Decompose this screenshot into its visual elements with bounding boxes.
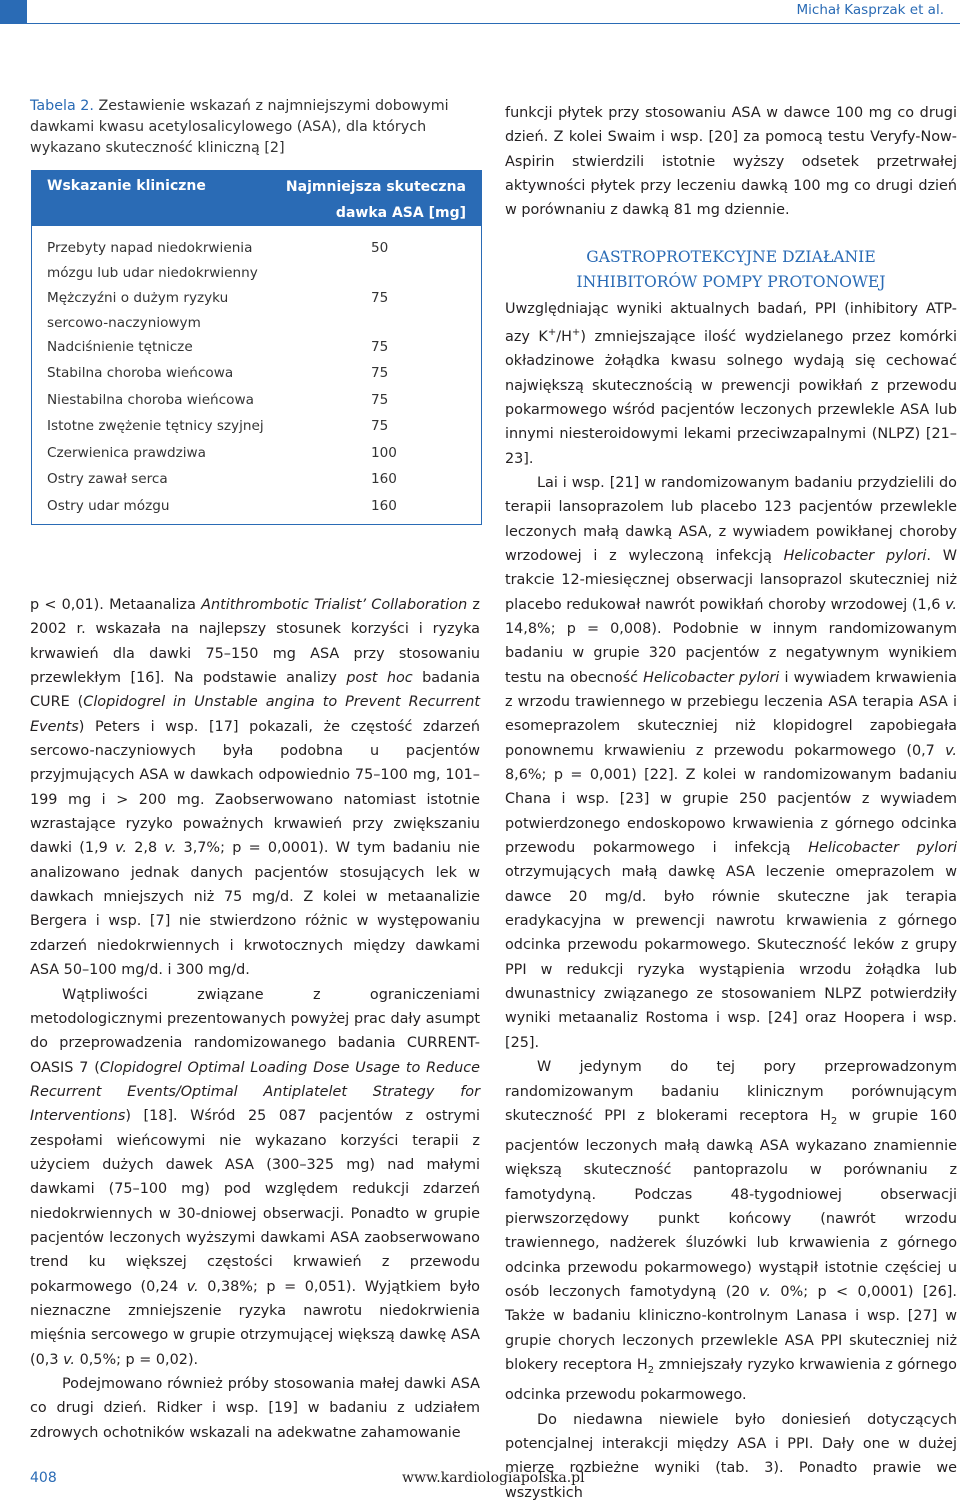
row-dose: 75 xyxy=(371,418,389,434)
right-paragraph-4 xyxy=(505,1055,957,1408)
section-heading-line2: INHIBITORÓW POMPY PROTONOWEJ xyxy=(576,272,886,291)
text-run: W jedynym do tej pory przeprowadzonym randomizowanym badaniu klinicznym porównującym skuteczność PPI z blokerami receptora H xyxy=(505,1059,957,1124)
section-heading-line1: GASTROPROTEKCYJNE DZIAŁANIE xyxy=(586,247,876,266)
row-indication: Niestabilna choroba wieńcowa xyxy=(47,392,254,408)
text-run: /H xyxy=(556,328,572,345)
text-run-italic: v. xyxy=(759,1284,771,1301)
text-run: 3,7%; p = 0,0001). W tym badaniu nie analizowano jednak danych pacjentów stosujących lek w dawkach mniejszych niż 75 mg/d. Z kolei w metaanalizie Bergera i wsp. [7] nie stwierdzono różnic w występowaniu zdarzeń niedokrwiennych i krwotocznych między dawkami ASA 50–100 mg/d. i 300 mg/d. xyxy=(30,840,480,979)
text-run-italic: v. xyxy=(164,840,177,857)
right-paragraph-3 xyxy=(505,471,957,1055)
text-run: ) [18]. Wśród 25 087 pacjentów z ostrymi zespołami wieńcowymi nie wykazano korzyści terapii z użyciem dużych dawek ASA (300–325 mg) nad małymi dawkami (75–100 mg) pod względem redukcji zdarzeń niedokrwiennych w 30-dniowej obserwacji. Ponadto w grupie pacjentów leczonych wyższymi dawkami ASA zaobserwowano trend ku większej częstości krwawień z przewodu pokarmowego (0,24 xyxy=(30,1108,480,1295)
text-run: 0,5%; p = 0,02). xyxy=(75,1351,199,1368)
text-run: w grupie 160 pacjentów leczonych małą dawką ASA wykazano znamiennie większą skuteczność pantoprazolu w porównaniu z famotydyną. Podczas 48-tygodniowej obserwacji pierwszorzędowy punkt końcowy (nawrót wrzodu trawiennego, nadżerek śluzówki lub krwawienia z górnego odcinka przewodu pokarmowego) wystąpił istotnie częściej u osób leczonych famotydyną (20 xyxy=(505,1107,957,1301)
row-indication: Ostry zawał serca xyxy=(47,471,168,487)
table-header xyxy=(31,170,482,226)
text-run: 0,38%; p = 0,051). Wyjątkiem było nieznaczne zmniejszenie ryzyka nawrotu niedokrwienia mięśnia sercowego w grupie otrzymującej większą dawkę ASA (0,3 xyxy=(30,1278,480,1368)
subscript: 2 xyxy=(647,1365,655,1377)
row-dose: 75 xyxy=(371,290,389,306)
row-dose: 75 xyxy=(371,365,389,381)
text-run: zmniejszały ryzyko krwawienia z górnego odcinka przewodu pokarmowego. xyxy=(505,1357,957,1404)
text-run-italic: Antithrombotic Trialist’ Collaboration xyxy=(201,597,468,613)
text-run-italic: v. xyxy=(115,840,127,857)
header-dose-line2: dawka ASA [mg] xyxy=(335,205,466,221)
row-indication: Istotne zwężenie tętnicy szyjnej xyxy=(47,418,264,434)
right-paragraph-5: Do niedawna niewiele było doniesień dotyczących potencjalnej interakcji między ASA i PPI. Dały one w dużej mierze rozbieżne wyniki (tab. 3). Ponadto prawie we wszystkich xyxy=(505,1411,957,1501)
text-run: ) Peters i wsp. [17] pokazali, że częstość zdarzeń sercowo-naczyniowych była podobna u pacjentów przyjmujących ASA w dawkach odpowiednio 75–100 mg, 101–199 mg i > 200 mg. Zaobserwowano natomiast istotnie wzrastające ryzyko poważnych krwawień przy zwiększaniu dawki (1,9 xyxy=(30,718,480,857)
row-indication: Nadciśnienie tętnicze xyxy=(47,339,193,355)
right-column xyxy=(505,101,957,1505)
journal-url[interactable]: www.kardiologiapolska.pl xyxy=(402,1470,585,1486)
table-label: Tabela 2. xyxy=(30,98,94,114)
text-run: 14,8%; p = 0,008). Podobnie w innym randomizowanym badaniu w grupie 320 pacjentów z negatywnym wynikiem testu na obecność xyxy=(505,620,957,686)
table-caption-text: Zestawienie wskazań z najmniejszymi dobowymi dawkami kwasu acetylosalicylowego (ASA), dla których wykazano skuteczność kliniczną [2] xyxy=(30,98,449,156)
row-indication: Stabilna choroba wieńcowa xyxy=(47,365,234,381)
row-indication: Ostry udar mózgu xyxy=(47,498,170,514)
text-run-italic: v. xyxy=(945,596,957,613)
right-paragraph-1: funkcji płytek przy stosowaniu ASA w dawce 100 mg co drugi dzień. Z kolei Swaim i wsp. [20] za pomocą testu Veryfy-Now-Aspirin stwierdzili istotnie wyższy odsetek przetrwałej aktywności płytek przy leczeniu dawką 100 mg co drugi dzień w porównaniu z dawką 81 mg dziennie. xyxy=(505,105,957,219)
row-dose: 75 xyxy=(371,392,389,408)
text-run-italic: Clopidogrel Optimal Loading Dose Usage to Reduce Recurrent Events/Optimal Antiplatelet Strategy for Interventions xyxy=(30,1059,480,1125)
row-indication: Mężczyźni o dużym ryzyku sercowo-naczyniowym xyxy=(47,290,229,331)
row-indication: Przebyty napad niedokrwienia mózgu lub udar niedokrwienny xyxy=(47,240,258,281)
text-run-italic: v. xyxy=(186,1278,199,1295)
row-dose: 75 xyxy=(371,339,389,355)
table-2 xyxy=(31,170,482,525)
text-run: 0%; p < 0,0001) [26]. Także w badaniu kliniczno-kontrolnym Lanasa i wsp. [27] w grupie chorych leczonych przewlekle ASA PPI skuteczniej niż blokery receptora H xyxy=(505,1284,957,1374)
left-column xyxy=(30,593,480,1445)
section-heading xyxy=(505,245,957,295)
text-run: badania CURE ( xyxy=(30,670,481,711)
text-run: i wywiadem krwawienia z wrzodu trawiennego w przebiegu leczenia ASA terapia ASA i esomeprazolem skuteczniej niż klopidogrel zapobiegała ponownemu krwawieniu z przewodu pokarmowego (0,7 xyxy=(505,669,957,759)
left-paragraph-2 xyxy=(30,983,480,1373)
page-number: 408 xyxy=(30,1470,57,1486)
text-run: Lai i wsp. [21] w randomizowanym badaniu przydzielili do terapii lansoprazolem lub placebo 123 pacjentów przewlekle leczonych małą dawką ASA, z wywiadem powikłanej choroby wrzodowej i z wyleczoną infekcją xyxy=(505,474,957,564)
text-run: ) zmniejszające ilość wydzielanego przez komórki okładzinowe żołądka kwasu solnego wydają się cechować największą skutecznością w prewencji powikłań z przewodu pokarmowego wśród pacjentów leczonych przewlekle ASA lub innymi niesteroidowymi lekami przeciwzapalnymi (NLPZ) [21–23]. xyxy=(505,328,957,467)
text-run: Uwzględniając wyniki aktualnych badań, PPI (inhibitory ATP-azy K xyxy=(505,300,957,345)
left-paragraph-1 xyxy=(30,593,480,983)
text-run: 8,6%; p = 0,001) [22]. Z kolei w randomizowanym badaniu Chana i wsp. [23] w grupie 250 pacjentów z wywiadem potwierdzonego endoskopowo krwawienia z górnego odcinka przewodu pokarmowego i infekcją xyxy=(505,767,957,857)
text-run: p < 0,01). Metaanaliza xyxy=(30,597,202,613)
subscript: 2 xyxy=(830,1115,838,1127)
text-run: Wątpliwości związane z ograniczeniami metodologicznymi prezentowanych powyżej prac dały asumpt do przeprowadzenia randomizowanego badania CURRENT-OASIS 7 ( xyxy=(30,986,480,1076)
text-run-italic: Helicobacter pylori xyxy=(783,547,927,564)
text-run-italic: Helicobacter pylori xyxy=(643,669,780,686)
row-dose: 160 xyxy=(371,498,397,514)
row-dose: 100 xyxy=(371,445,397,461)
table-caption xyxy=(30,96,470,159)
text-run-italic: Helicobacter pylori xyxy=(808,840,958,857)
text-run-italic: v. xyxy=(63,1351,75,1368)
top-bar-line xyxy=(27,23,960,24)
text-run-italic: Clopidogrel in Unstable angina to Prevent Recurrent Events xyxy=(30,694,480,735)
row-dose: 160 xyxy=(371,471,397,487)
text-run: 2,8 xyxy=(126,840,165,857)
header-dose xyxy=(286,174,466,226)
text-run: . W trakcie 12-miesięcznej obserwacji lansoprazol skuteczniej niż placebo redukował nawrót powikłań choroby wrzodowej (1,6 xyxy=(505,547,957,613)
left-paragraph-3: Podejmowano również próby stosowania małej dawki ASA co drugi dzień. Ridker i wsp. [19] w badaniu z udziałem zdrowych ochotników wskazali na adekwatne zahamowanie xyxy=(30,1376,480,1441)
row-indication: Czerwienica prawdziwa xyxy=(47,445,207,461)
superscript: + xyxy=(571,327,581,339)
text-run-italic: post hoc xyxy=(346,670,413,687)
text-run: otrzymujących małą dawkę ASA leczenie omeprazolem w dawce 20 mg/d. było równie skuteczne jak terapia eradykacyjna w prewencji nawrotu krwawienia z górnego odcinka przewodu pokarmowego. Skuteczność leków z grupy PPI w redukcji ryzyka wystąpienia wrzodu żołądka lub dwunastnicy związanego ze stosowaniem NLPZ potwierdziły wyniki metaanaliz Rostoma i wsp. [24] oraz Hoopera i wsp. [25]. xyxy=(505,864,957,1051)
text-run: z 2002 r. wskazała na najlepszy stosunek korzyści i ryzyka krwawień dla dawki 75–150 mg ASA przy stosowaniu przewlekłym [16]. Na podstawie analizy xyxy=(30,597,480,687)
row-dose: 50 xyxy=(371,240,389,256)
running-head: Michał Kasprzak et al. xyxy=(796,2,944,18)
text-run-italic: v. xyxy=(945,742,957,759)
superscript: + xyxy=(547,327,557,339)
right-paragraph-2 xyxy=(505,297,957,471)
header-indication: Wskazanie kliniczne xyxy=(47,178,206,194)
header-dose-line1: Najmniejsza skuteczna xyxy=(285,179,466,195)
top-bar-square xyxy=(0,0,27,24)
